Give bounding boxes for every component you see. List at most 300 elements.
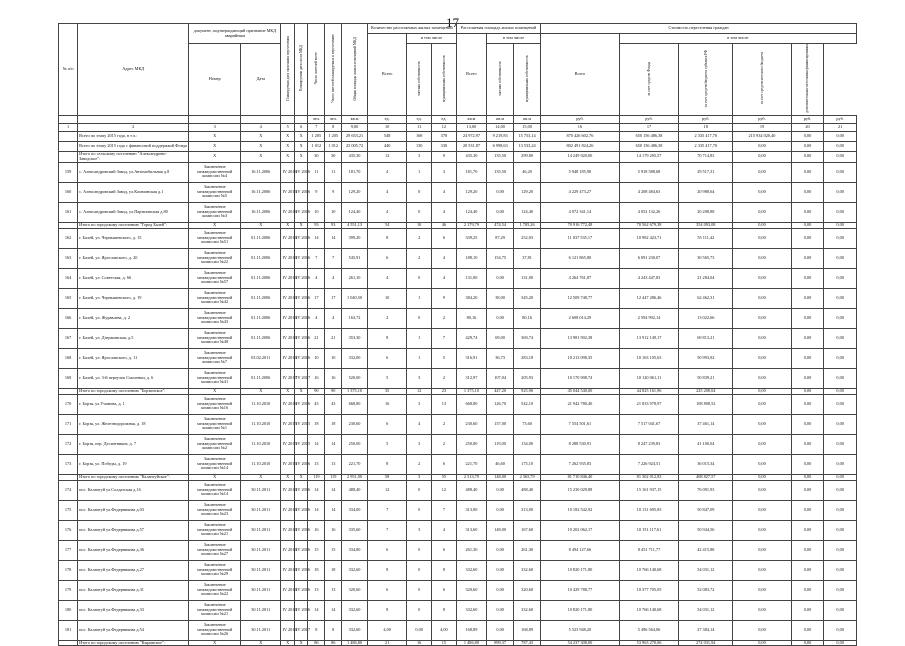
row-value: 14 [325,600,342,620]
row-document: Заключение межведомственной комиссии №5 [189,182,241,202]
row-value: 13 [308,454,325,474]
row-number: 173 [59,454,78,474]
row-value: 175,10 [514,454,541,474]
row-value: 13 [308,580,325,600]
row-value: 38,00 [487,288,514,308]
row-value: Х [241,474,281,480]
row-value: 14 [325,480,342,500]
row-value: 0,00 [791,474,824,480]
row-value: 320,60 [342,580,368,600]
row-value: 9 219,83 [487,131,514,141]
row-value: 6 [367,248,406,268]
row-plan-date: IV 2016 [281,500,294,520]
row-value: 0,00 [824,182,857,202]
row-value: 5 [367,434,406,454]
row-value: 0,00 [791,182,824,202]
row-label: Итого по городскому поселению "Город Балей": [78,222,189,228]
row-value: 14 [325,228,342,248]
row-plan-date: IV 2016 [281,308,294,328]
row-value: 0,00 [824,500,857,520]
row-value: 81 302 012,83 [619,474,679,480]
total-row [59,141,857,151]
row-value: 0,00 [791,348,824,368]
table-row [59,288,857,308]
row-value: 0,00 [733,228,791,248]
column-number: 5 [281,123,294,131]
row-value: 230,60 [456,414,486,434]
row-date: 30.11.2011 [241,600,281,620]
row-value: 2 [432,308,457,328]
row-value: Х [281,474,294,480]
row-value: 2 [407,248,432,268]
column-numbers-row [59,123,857,131]
row-value: 230,60 [342,414,368,434]
row-value: 3 [407,394,432,414]
row-value: 0,00 [791,414,824,434]
row-number: 170 [59,394,78,414]
table-row [59,480,857,500]
row-value: 10 131 695,83 [619,500,679,520]
row-plan-date: IV 2016 [281,228,294,248]
row-value: 312,97 [456,368,486,388]
row-value: 1 [407,328,432,348]
row-value: 43 [325,394,342,414]
row-value: 54 237 308,00 [541,640,620,646]
row-plan-date: IV 2016 [281,248,294,268]
row-value: 316,91 [456,348,486,368]
row-value: 4 [432,182,457,202]
row-address: г. Борзя, ул.Учинова, д. 1 [78,394,189,414]
row-value: 0,00 [824,394,857,414]
row-value: Х [294,131,307,141]
row-value: 0,00 [407,620,432,640]
row-number: 161 [59,202,78,222]
table-row [59,182,857,202]
row-value: Х [294,640,307,646]
row-value: 0,00 [733,414,791,434]
row-value: 0,00 [824,480,857,500]
unit-cell: руб. [679,115,733,123]
row-value: 0,00 [791,388,824,394]
row-demolish-date: IV 2016 [294,228,307,248]
row-demolish-date: IV 2016 [294,248,307,268]
row-value: 90 [325,388,342,394]
row-value: 15 230 029,88 [541,480,620,500]
row-value: 14 [325,500,342,520]
row-value: 10 182 542,92 [541,500,620,520]
row-address: г. Балей, ул. Советская, д. 66 [78,268,189,288]
row-value: 108 808,52 [679,394,733,414]
row-value: 10 213 098,35 [541,348,620,368]
row-label: Итого по городскому поселению "Борзинское": [78,388,189,394]
row-value: 0,00 [733,288,791,308]
row-demolish-date: IV 2016 [294,580,307,600]
row-value: 330 [432,141,457,151]
row-value: 6 [432,454,457,474]
table-row [59,202,857,222]
row-date: 11.10.2010 [241,394,281,414]
row-value: 0,00 [791,560,824,580]
row-value: 332,60 [456,560,486,580]
row-value: 0,00 [824,228,857,248]
row-value: 8 [432,600,457,620]
row-value: Х [241,141,281,151]
row-value: 7 554 501,61 [541,414,620,434]
row-address: г. Борзя, ул. Железнодорожная, д. 18 [78,414,189,434]
row-value: 4 [308,308,325,328]
row-value: 0,00 [824,348,857,368]
row-value: Х [294,141,307,151]
row-value: 2 [407,228,432,248]
row-value: 5 [432,348,457,368]
row-value: Х [189,222,241,228]
row-value: 0,00 [791,454,824,474]
row-address: с. Александровский Завод, ул.Партизанская д.80 [78,202,189,222]
row-value: 6 [432,228,457,248]
row-value: 119 [308,474,325,480]
row-value: 119,00 [487,434,514,454]
row-value: 0 [407,480,432,500]
unit-cell [59,115,78,123]
row-plan-date: IV 2016 [281,394,294,414]
row-value: Х [294,222,307,228]
row-value: 5 918 588,68 [619,162,679,182]
column-number: 20 [791,123,824,131]
page-number: 17 [446,15,459,30]
row-demolish-date: IV 2016 [294,162,307,182]
resettlement-table [58,23,857,646]
row-value: 488,40 [456,480,486,500]
row-value: 2 335 417,70 [679,131,733,141]
group-cost: Стоимость переселения граждан [541,24,857,34]
row-value: 4 208 484,63 [619,182,679,202]
row-value: 0 [407,560,432,580]
row-value: 14 [308,434,325,454]
row-value: 37 461,14 [679,414,733,434]
row-value: 0,00 [733,388,791,394]
row-date: 30.11.2011 [241,520,281,540]
row-address: с. Александровский Завод, ул.Казачинская д.1 [78,182,189,202]
row-value: 283,18 [514,348,541,368]
row-value: 4 [325,268,342,288]
table-row [59,348,857,368]
row-value: 0,00 [733,580,791,600]
column-number: 2 [78,123,189,131]
row-value: 13 981 902,38 [541,328,620,348]
unit-cell: кв.м [514,115,541,123]
row-value: 0,00 [791,480,824,500]
row-value: 42 415,88 [679,540,733,560]
row-value: 0 [407,540,432,560]
row-date: 11.10.2010 [241,434,281,454]
unit-cell: кв.м [342,115,368,123]
row-value: 0,00 [824,368,857,388]
row-value: 0,00 [824,640,857,646]
row-value: 87,29 [487,228,514,248]
row-value: 16 [325,368,342,388]
column-number: 1 [59,123,78,131]
row-value: 1 [407,348,432,368]
row-value: 0,00 [487,560,514,580]
table-row [59,520,857,540]
row-value: 369,74 [514,328,541,348]
row-value: 7 [308,248,325,268]
row-value: 0,00 [733,328,791,348]
row-value: 13 533,24 [514,141,541,151]
row-address: г. Балей, ул. 3-й переулок Смоленки, д. 6 [78,368,189,388]
table-row [59,368,857,388]
row-value: 157,00 [487,414,514,434]
row-value: 225 208,04 [679,388,733,394]
row-demolish-date: IV 2016 [294,202,307,222]
column-number: 17 [619,123,679,131]
row-value: 9 [432,288,457,308]
row-value: 261,30 [514,540,541,560]
row-value: 23 [432,388,457,394]
row-value: 8 [325,620,342,640]
row-value: 0,00 [487,540,514,560]
row-value: Х [189,474,241,480]
row-value: 188,10 [456,248,486,268]
row-value: 0,00 [733,500,791,520]
row-value: 0,00 [791,202,824,222]
row-value: 384,20 [456,288,486,308]
row-value: 313,60 [456,520,486,540]
rooms-in-that: в том числе [407,34,456,44]
row-value: 119 [325,474,342,480]
row-value: 70 714,83 [679,151,733,162]
row-plan-date: IV 2016 [281,288,294,308]
row-value: 129,20 [514,182,541,202]
row-value: 55 [432,474,457,480]
row-value: 10 [308,348,325,368]
row-date: 16.11.2006 [241,162,281,182]
row-plan-date: IV 2016 [281,268,294,288]
row-value: 925,90 [514,388,541,394]
row-value: 488,40 [514,480,541,500]
row-value: 41 100,04 [679,434,733,454]
row-value: 18 [308,560,325,580]
column-number: 4 [241,123,281,131]
row-value: 46,60 [487,454,514,474]
rooms-private: частная собственность [417,61,422,96]
row-value: 332,60 [456,600,486,620]
row-address: г. Балей, ул. Чернышевского, д. 19 [78,288,189,308]
row-value: 80,16 [456,308,486,328]
row-value: 4 243 447,83 [619,268,679,288]
row-value: 14 [308,600,325,620]
row-number: 160 [59,182,78,202]
table-row [59,454,857,474]
row-value: 0,00 [733,540,791,560]
row-value: 261,30 [456,540,486,560]
row-date: 01.11.2006 [241,368,281,388]
row-value: 30 565,73 [679,248,733,268]
row-value: 870 426 602,76 [541,131,620,141]
row-value: 50 993,92 [679,348,733,368]
row-address: пос. Калангуй ул.Федерникова д.31 [78,580,189,600]
row-value: 21 [367,640,406,646]
row-value: 0,00 [791,222,824,228]
row-value: 2 594 992,14 [619,308,679,328]
row-value: 0,00 [824,414,857,434]
row-document: Заключение межведомственной комиссии №14 [189,454,241,474]
row-value: 29 653,21 [342,131,368,141]
row-number: 177 [59,540,78,560]
row-document: Заключение межведомственной комиссии №1 [189,414,241,434]
row-value: 13 912 149,17 [619,328,679,348]
row-value: 0,00 [824,141,857,151]
row-value: 0,00 [791,500,824,520]
row-value: 0,00 [791,620,824,640]
row-number: 162 [59,228,78,248]
row-plan-date: IV 2016 [281,580,294,600]
row-number: 179 [59,580,78,600]
column-number: 15,00 [514,123,541,131]
row-value: 14 249 920,00 [541,151,620,162]
row-value: 29 517,31 [679,162,733,182]
row-value: 16 [407,640,432,646]
unit-cell: ед. [367,115,406,123]
row-value: 7 226 924,51 [619,454,679,474]
row-value: 90 [308,388,325,394]
row-value: 13 022,66 [679,308,733,328]
row-value: 787,43 [514,640,541,646]
row-value: 545,91 [342,248,368,268]
row-date: 11.10.2010 [241,454,281,474]
row-value: 10 429 788,77 [541,580,620,600]
row-value: 0,00 [824,131,857,141]
row-value: 21 942 780,40 [541,394,620,414]
row-number: 172 [59,434,78,454]
row-value: 4 [367,162,406,182]
row-value: 2 [432,368,457,388]
row-address: г. Борзя, ул. Победы, д. 19 [78,454,189,474]
row-plan-date: IV 2016 [281,560,294,580]
row-value: 0,00 [487,620,514,640]
row-address: г. Балей, ул. Ярославского, д. 20 [78,248,189,268]
row-label: Итого по городскому поселению "Калангуйское": [78,474,189,480]
row-date: 01.11.2006 [241,228,281,248]
row-label: Всего по этапу 2015 года с финансовой поддержкой Фонда [78,141,189,151]
row-value: 0,00 [733,182,791,202]
row-value: 1 [407,162,432,182]
row-value: 0,00 [487,202,514,222]
row-value: 80,16 [514,308,541,328]
row-value: 1 205 [308,131,325,141]
row-value: 250,00 [342,434,368,454]
row-value: 0,00 [791,141,824,151]
row-plan-date: IV 2016 [281,540,294,560]
row-value: 0,00 [791,394,824,414]
row-value: 8 [367,228,406,248]
units-row [59,115,857,123]
row-value: 69 813,21 [679,328,733,348]
row-demolish-date: IV 2016 [294,328,307,348]
row-value: 2 [407,454,432,474]
row-value: 21 284,04 [679,268,733,288]
row-value: 36,73 [487,348,514,368]
row-number: 165 [59,288,78,308]
row-value: 6 091 230,07 [619,248,679,268]
row-value: 7 517 041,67 [619,414,679,434]
row-value: 30 [308,151,325,162]
table-row [59,580,857,600]
row-value: 0,00 [791,162,824,182]
row-value: 10 [407,222,432,228]
row-value: 168 [407,131,432,141]
row-value: 261,10 [342,268,368,288]
table-row [59,268,857,288]
row-demolish-date: IV 2016 [294,520,307,540]
row-value: 4 551,13 [342,222,368,228]
row-value: 14 [308,228,325,248]
row-value: 4 [432,520,457,540]
total-row [59,131,857,141]
row-value: 93 [325,222,342,228]
row-value: Х [241,222,281,228]
row-value: Х [281,222,294,228]
row-value: 0,00 [824,560,857,580]
row-value: 0,00 [733,520,791,540]
col-address: Адрес МКД [78,24,189,116]
row-document: Заключение межведомственной комиссии №29 [189,560,241,580]
row-value: 2 [432,414,457,434]
row-value: 54 [367,222,406,228]
row-value: 35 [367,388,406,394]
row-value: 9 [325,182,342,202]
row-value: 53 963 270,06 [619,640,679,646]
table-row [59,600,857,620]
row-value: 24 972,97 [456,131,486,141]
row-value: 30 [325,151,342,162]
row-value: 0,00 [824,620,857,640]
row-value: 520,00 [342,368,368,388]
row-value: 10 377 705,05 [619,580,679,600]
row-address: пос. Калангуй ул.Федерникова д.36 [78,540,189,560]
table-row [59,394,857,414]
row-value: 650 156 486,38 [619,141,679,151]
row-value: 650 156 486,38 [619,131,679,141]
row-value: Х [241,131,281,141]
row-value: Х [189,640,241,646]
row-value: 0,00 [824,328,857,348]
row-value: 0,00 [824,520,857,540]
row-date: 01.11.2006 [241,268,281,288]
row-demolish-date: IV 2015 [294,414,307,434]
col-total-area: Общая площадь жилых помещений МКД [352,36,357,101]
row-demolish-date: IV 2017 [294,368,307,388]
row-value: 81 710 846,40 [541,474,620,480]
row-plan-date: IV 2016 [281,600,294,620]
row-value: 58 [367,474,406,480]
row-value: 0,00 [791,328,824,348]
row-document: Заключение межведомственной комиссии №43 [189,308,241,328]
row-value: 6 998,63 [487,141,514,151]
row-value: 55 111,42 [679,228,733,248]
row-value: 320,60 [456,580,486,600]
row-value: 3 [407,368,432,388]
row-value: 45 044 540,00 [541,388,620,394]
row-value: 10 982 423,71 [619,228,679,248]
row-value: 4 072 341,14 [541,202,620,222]
row-value: 3 [407,434,432,454]
row-number: 167 [59,328,78,348]
row-demolish-date: IV 2016 [294,288,307,308]
area-in-that: в том числе [487,34,541,44]
row-document: Заключение межведомственной комиссии №48 [189,328,241,348]
row-value: 15 [325,540,342,560]
